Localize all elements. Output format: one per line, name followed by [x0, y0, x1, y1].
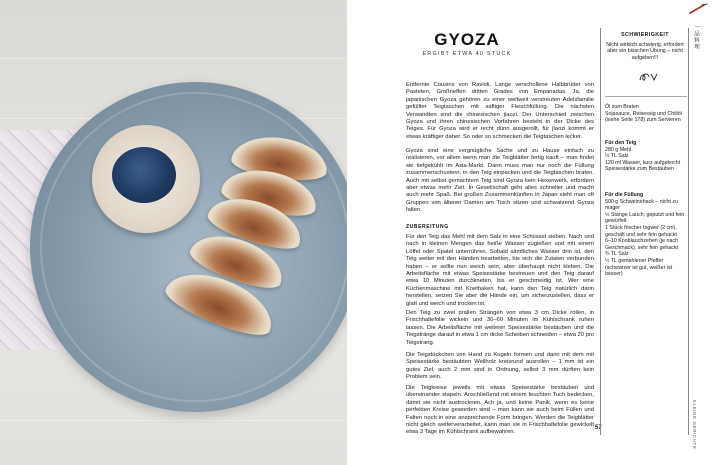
sauce-bowl — [92, 125, 200, 233]
step-paragraph-1 — [406, 234, 594, 308]
difficulty-box — [605, 32, 685, 61]
ingredient-item: 120 ml Wasser, kurz aufgekocht — [605, 159, 681, 166]
step-text-1: Für den Teig das Mehl mit dem Salz in eine Schüssel sieben. Nach und nach in kleinen Mengen das heiße Wasser zugießen und mit einem Löffel oder Spatel unterrühren. Sobald sämtliches Wasser drin ist, den Teig weiter mit den Händen bearbeiten, bis sich die Zutaten verbunden haben – er sollte nun weich sein, aber überhaupt nicht kleben. Die Arbeitsfläche mit etwas Speisestärke bestreuen und den Teig darauf etwa 10 Minuten durchkneten, bis er geschmeidig ist. Wer eine Küchenmaschine mit Knethaken hat, kann den Teig natürlich darin herstellen, setzen Sie aber die Hände ein, um sicherzustellen, dass er glatt und weich und trocken ist. — [406, 234, 594, 307]
serving-line-1: Öl zum Braten — [605, 104, 639, 110]
sidebar-divider-left — [600, 28, 601, 435]
ingredient-item: ½ Stange Lauch, geputzt und fein gewürfelt — [605, 211, 685, 225]
intro-paragraph-1 — [406, 82, 594, 141]
step-text-2: Den Teig zu zwei prallen Strängen von etwa 3 cm Dicke rollen, in Frischhaltefolie wickeln und 30–60 Minuten im Kühlschrank ruhen lassen. Die Arbeitsfläche mit weiterer Speisestärke bestäuben und die Teigstränge darauf in etwa 1 cm dicke Scheiben schneiden – etwa 20 pro Teigstrang. — [406, 310, 594, 346]
table-plank-line — [0, 420, 347, 421]
difficulty-text: Nicht wirklich schwierig, erfordert aber ein bisschen Übung – nicht aufgeben!!! — [606, 41, 684, 61]
recipe-page — [347, 0, 720, 465]
page-number: 57 — [595, 425, 602, 431]
ingredient-item: 6–10 Knoblauchzehen (je nach Geschmack), sehr fein gehackt — [605, 238, 679, 251]
brush-icon — [688, 3, 708, 15]
filling-heading: Für die Füllung — [605, 192, 644, 198]
chapter-tab-japanese: 一品料理 — [693, 24, 699, 50]
filling-ingredients — [605, 192, 685, 278]
intro-paragraph-2 — [406, 148, 594, 215]
food-photo — [0, 0, 347, 465]
section-heading: ZUBEREITUNG — [406, 224, 449, 230]
table-plank-line — [0, 58, 347, 59]
step-text-4: Die Teigkreise jeweils mit etwas Speisestärke bestäuben und übereinander stapeln. Anschließend mit einem feuchten Tuch bedecken, damit sie nicht austrocknen. Ach ja, und keine Panik, wenn es keine perfekten Kreise geworden sind – man kann sie auch beim Füllen und Falten noch in eine ansprechende Form bringen. Werden die Teigblätter nicht gleich weiterverarbeitet, kann man sie in Frischhaltefolie gewickelt etwa 3 Tage im Kühlschrank aufbewahren. — [406, 385, 594, 436]
sidebar-divider-right — [688, 28, 689, 435]
serving-notes — [605, 104, 685, 124]
ingredient-item: 280 g Mehl — [605, 146, 632, 153]
step-paragraph-4 — [406, 385, 594, 437]
serving-line-2: Sojasauce, Reisessig und Chiliöl (siehe Seite 178) zum Servieren — [605, 110, 682, 124]
intro-text-2: Gyoza sind eine vergnügliche Sache und zu Hause einfach zu realisieren, vor allem wenn man die Teigblätter fertig kauft – man findet sie tiefgekühlt im Asia-Markt. Dann muss man nur noch die Füllung zusammenschustern, in den Teig einpacken und die Teigtaschen braten. Auch mit selbst gemachtem Teig sind Gyoza kein Hexenwerk, erfordern aber etwas mehr Zeit. In Gesellschaft geht alles schneller und macht auch mehr Spaß. Bei großen Zusammenkünften in Japan sieht man oft Gruppen von älteren Damen am Tisch sitzen und schwatzend Gyoza falten. — [406, 148, 594, 214]
dough-ingredients — [605, 140, 685, 173]
doodle-icon — [637, 70, 661, 84]
step-text-3: Die Teigstückchen von Hand zu Kugeln formen und dann mit dem mit Speisestärke bestäubten Wellholz kreisrund ausrollen – 1 mm ist ein gutes Ziel, auch 2 mm sind in Ordnung, selbst 3 mm dürften kein Problem sein. — [406, 352, 594, 381]
step-paragraph-3 — [406, 352, 594, 382]
ingredient-item: Speisestärke zum Bestäuben — [605, 166, 674, 173]
dough-heading: Für den Teig — [605, 140, 637, 146]
difficulty-heading: SCHWIERIGKEIT — [621, 32, 669, 38]
ingredient-item: 500 g Schweinehack – nicht zu mager — [605, 198, 679, 212]
chapter-footer: KLEINE GERICHTE — [692, 400, 697, 450]
recipe-title: GYOZA — [434, 30, 500, 49]
ingredient-item: 1 Stück frischer Ingwer (2 cm), geschält und sehr fein gehackt — [605, 224, 677, 238]
ingredient-item: ¾ TL Salz — [605, 251, 629, 258]
step-paragraph-2 — [406, 310, 594, 347]
plate — [30, 82, 347, 412]
ingredient-item: ½ TL gemahlener Pfeffer (schwarzer ist gut, weißer ist besser) — [605, 257, 673, 278]
sidebar-rule — [605, 96, 687, 97]
ingredient-item: ½ TL Salz — [605, 153, 629, 160]
soy-sauce — [112, 147, 176, 203]
recipe-yield: ERGIBT ETWA 40 STÜCK — [422, 51, 512, 57]
intro-text-1: Entfernte Cousins von Ravioli, Lange verschollene Halbbrüder von Pasteten, Großneffen dritten Grades von Empanadas. Ja, die japanischen Gyoza gehören zu einer weltweit verstreuten Adelsfamilie gefüllter Teigtaschen mit saftiger Fleischfüllung. Die nächsten Verwandten sind die chinesischen jiaozi. Der Unterschied zwischen Gyoza und ihren chinesischen Vorfahren besteht in der Dicke des Teiges. Für Gyoza wird er recht dünn ausgerollt, für jiaozi kommt er etwas kräftiger daher. So oder so schmecken die Teigtaschen lecker. — [406, 82, 594, 140]
